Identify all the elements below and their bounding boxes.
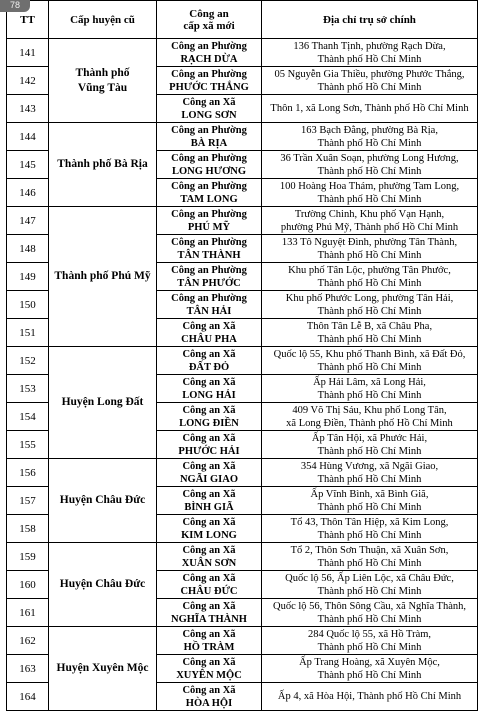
unit-name: HÒA HỘI bbox=[185, 697, 233, 709]
headquarters-address bbox=[262, 599, 478, 627]
header-unit bbox=[157, 1, 262, 39]
row-number: 152 bbox=[7, 347, 49, 375]
address-line: Thành phố Hồ Chí Minh bbox=[317, 557, 422, 569]
new-unit-cell bbox=[157, 235, 262, 263]
address-line: 136 Thanh Tịnh, phường Rạch Dừa, bbox=[293, 40, 446, 52]
table-body bbox=[7, 39, 478, 711]
address-line: Thôn 1, xã Long Sơn, Thành phố Hồ Chí Minh bbox=[270, 103, 469, 114]
unit-name: LONG HẢI bbox=[182, 389, 236, 401]
header-tt: TT bbox=[7, 1, 49, 39]
unit-type: Công an Xã bbox=[182, 404, 236, 416]
address-line: Trường Chinh, Khu phố Vạn Hạnh, bbox=[294, 208, 445, 220]
page-corner-tab: 78 bbox=[0, 0, 30, 12]
old-district-name: Vũng Tàu bbox=[77, 81, 128, 94]
unit-type: Công an Xã bbox=[182, 516, 236, 528]
row-number: 159 bbox=[7, 543, 49, 571]
old-district-cell bbox=[49, 123, 157, 207]
unit-type: Công an Phường bbox=[171, 236, 247, 248]
row-number: 164 bbox=[7, 683, 49, 711]
address-line: 409 Võ Thị Sáu, Khu phố Long Tân, bbox=[292, 404, 447, 416]
old-district-cell bbox=[49, 207, 157, 347]
new-unit-cell bbox=[157, 95, 262, 123]
headquarters-address bbox=[262, 151, 478, 179]
unit-type: Công an Xã bbox=[182, 376, 236, 388]
table-row bbox=[7, 39, 478, 67]
unit-type: Công an Phường bbox=[171, 208, 247, 220]
new-unit-cell bbox=[157, 39, 262, 67]
headquarters-address bbox=[262, 403, 478, 431]
headquarters-address bbox=[262, 207, 478, 235]
address-line: Thành phố Hồ Chí Minh bbox=[317, 361, 422, 373]
headquarters-address bbox=[262, 67, 478, 95]
row-number: 143 bbox=[7, 95, 49, 123]
new-unit-cell bbox=[157, 151, 262, 179]
unit-name: LONG HƯƠNG bbox=[172, 165, 246, 177]
row-number: 145 bbox=[7, 151, 49, 179]
address-line: Thành phố Hồ Chí Minh bbox=[317, 669, 422, 681]
header-row bbox=[7, 1, 478, 39]
new-unit-cell bbox=[157, 67, 262, 95]
unit-type: Công an Xã bbox=[182, 348, 236, 360]
old-district-name: Huyện Long Đất bbox=[61, 396, 144, 408]
headquarters-address bbox=[262, 263, 478, 291]
table-row bbox=[7, 543, 478, 571]
address-line: Thành phố Hồ Chí Minh bbox=[317, 193, 422, 205]
header-unit-line1: Công an bbox=[189, 7, 229, 20]
unit-type: Công an Phường bbox=[171, 264, 247, 276]
address-line: Ấp Hải Lâm, xã Long Hải, bbox=[313, 376, 426, 388]
address-line: phường Phú Mỹ, Thành phố Hồ Chí Minh bbox=[280, 221, 459, 233]
unit-name: NGÃI GIAO bbox=[179, 473, 239, 485]
unit-type: Công an Phường bbox=[171, 152, 247, 164]
address-line: 284 Quốc lộ 55, xã Hồ Tràm, bbox=[307, 628, 432, 640]
unit-name: XUÂN SƠN bbox=[181, 557, 237, 569]
unit-name: NGHĨA THÀNH bbox=[171, 613, 247, 625]
address-line: Thành phố Hồ Chí Minh bbox=[317, 277, 422, 289]
headquarters-address bbox=[262, 431, 478, 459]
header-address: Địa chỉ trụ sở chính bbox=[262, 1, 478, 39]
row-number: 142 bbox=[7, 67, 49, 95]
headquarters-address bbox=[262, 291, 478, 319]
old-district-cell bbox=[49, 543, 157, 627]
unit-type: Công an Xã bbox=[182, 460, 236, 472]
address-line: Thành phố Hồ Chí Minh bbox=[317, 641, 422, 653]
address-line: Quốc lộ 56, Thôn Sông Cầu, xã Nghĩa Thành, bbox=[273, 600, 466, 612]
row-number: 163 bbox=[7, 655, 49, 683]
address-line: Quốc lộ 55, Khu phố Thanh Bình, xã Đất Đỏ, bbox=[273, 348, 466, 360]
address-line: Thành phố Hồ Chí Minh bbox=[317, 529, 422, 541]
new-unit-cell bbox=[157, 291, 262, 319]
new-unit-cell bbox=[157, 347, 262, 375]
address-line: Thành phố Hồ Chí Minh bbox=[317, 473, 422, 485]
new-unit-cell bbox=[157, 207, 262, 235]
unit-name: BÀ RỊA bbox=[190, 137, 228, 149]
unit-type: Công an Phường bbox=[171, 124, 247, 136]
address-line: xã Long Điền, Thành phố Hồ Chí Minh bbox=[286, 417, 453, 429]
unit-name: PHÚ MỸ bbox=[187, 221, 231, 233]
police-units-table bbox=[6, 0, 478, 711]
unit-name: LONG SƠN bbox=[181, 109, 237, 121]
table-row bbox=[7, 347, 478, 375]
new-unit-cell bbox=[157, 375, 262, 403]
unit-name: TÂN THÀNH bbox=[177, 249, 241, 261]
address-line: Thành phố Hồ Chí Minh bbox=[317, 389, 422, 401]
old-district-cell bbox=[49, 459, 157, 543]
address-line: Thôn Tân Lễ B, xã Châu Pha, bbox=[306, 320, 433, 332]
unit-name: CHÂU PHA bbox=[181, 333, 237, 345]
unit-type: Công an Phường bbox=[171, 292, 247, 304]
headquarters-address bbox=[262, 487, 478, 515]
unit-type: Công an Xã bbox=[182, 628, 236, 640]
table-row bbox=[7, 207, 478, 235]
address-line: Thành phố Hồ Chí Minh bbox=[317, 53, 422, 65]
old-district-name: Huyện Xuyên Mộc bbox=[56, 662, 149, 674]
table-row bbox=[7, 123, 478, 151]
headquarters-address bbox=[262, 655, 478, 683]
old-district-name: Huyện Châu Đức bbox=[59, 494, 146, 506]
row-number: 160 bbox=[7, 571, 49, 599]
address-line: 133 Tô Nguyệt Đình, phường Tân Thành, bbox=[281, 236, 458, 248]
address-line: Ấp 4, xã Hòa Hội, Thành phố Hồ Chí Minh bbox=[277, 691, 462, 702]
header-unit-line2: cấp xã mới bbox=[183, 19, 235, 32]
headquarters-address bbox=[262, 179, 478, 207]
row-number: 156 bbox=[7, 459, 49, 487]
new-unit-cell bbox=[157, 571, 262, 599]
address-line: Thành phố Hồ Chí Minh bbox=[317, 613, 422, 625]
unit-name: BÌNH GIÃ bbox=[184, 501, 234, 513]
row-number: 148 bbox=[7, 235, 49, 263]
new-unit-cell bbox=[157, 319, 262, 347]
headquarters-address bbox=[262, 123, 478, 151]
unit-type: Công an Xã bbox=[182, 432, 236, 444]
headquarters-address bbox=[262, 375, 478, 403]
headquarters-address bbox=[262, 459, 478, 487]
unit-type: Công an Xã bbox=[182, 656, 236, 668]
address-line: Thành phố Hồ Chí Minh bbox=[317, 165, 422, 177]
row-number: 150 bbox=[7, 291, 49, 319]
old-district-cell bbox=[49, 627, 157, 711]
new-unit-cell bbox=[157, 403, 262, 431]
headquarters-address bbox=[262, 235, 478, 263]
new-unit-cell bbox=[157, 431, 262, 459]
address-line: Thành phố Hồ Chí Minh bbox=[317, 137, 422, 149]
headquarters-address bbox=[262, 347, 478, 375]
address-line: Thành phố Hồ Chí Minh bbox=[317, 305, 422, 317]
unit-name: RẠCH DỪA bbox=[180, 53, 238, 65]
old-district-cell bbox=[49, 347, 157, 459]
row-number: 153 bbox=[7, 375, 49, 403]
new-unit-cell bbox=[157, 655, 262, 683]
unit-name: TÂN PHƯỚC bbox=[177, 277, 241, 289]
new-unit-cell bbox=[157, 123, 262, 151]
address-line: Tổ 43, Thôn Tân Hiệp, xã Kim Long, bbox=[290, 516, 449, 528]
headquarters-address bbox=[262, 543, 478, 571]
address-line: Khu phố Tân Lộc, phường Tân Phước, bbox=[288, 264, 451, 276]
address-line: 354 Hùng Vương, xã Ngãi Giao, bbox=[300, 460, 439, 472]
row-number: 151 bbox=[7, 319, 49, 347]
unit-type: Công an Phường bbox=[171, 180, 247, 192]
address-line: Thành phố Hồ Chí Minh bbox=[317, 333, 422, 345]
old-district-name: Thành phố Bà Rịa bbox=[57, 158, 148, 170]
address-line: Khu phố Phước Long, phường Tân Hải, bbox=[285, 292, 454, 304]
unit-name: PHƯỚC THẮNG bbox=[169, 81, 249, 93]
table-header bbox=[7, 1, 478, 39]
unit-type: Công an Xã bbox=[182, 488, 236, 500]
unit-type: Công an Xã bbox=[182, 96, 236, 108]
unit-type: Công an Phường bbox=[171, 40, 247, 52]
address-line: Ấp Trang Hoàng, xã Xuyên Mộc, bbox=[299, 656, 440, 668]
row-number: 155 bbox=[7, 431, 49, 459]
old-district-name: Huyện Châu Đức bbox=[59, 578, 146, 590]
unit-type: Công an Xã bbox=[182, 684, 236, 696]
row-number: 157 bbox=[7, 487, 49, 515]
table-row bbox=[7, 459, 478, 487]
row-number: 162 bbox=[7, 627, 49, 655]
headquarters-address bbox=[262, 627, 478, 655]
unit-name: TÂN HẢI bbox=[186, 305, 232, 317]
unit-name: TAM LONG bbox=[180, 193, 238, 205]
address-line: 100 Hoàng Hoa Thám, phường Tam Long, bbox=[279, 180, 460, 192]
row-number: 158 bbox=[7, 515, 49, 543]
unit-type: Công an Xã bbox=[182, 320, 236, 332]
new-unit-cell bbox=[157, 599, 262, 627]
row-number: 147 bbox=[7, 207, 49, 235]
new-unit-cell bbox=[157, 179, 262, 207]
old-district-name: Thành phố Phú Mỹ bbox=[54, 270, 151, 282]
header-district: Cấp huyện cũ bbox=[49, 1, 157, 39]
address-line: Quốc lộ 56, Ấp Liên Lộc, xã Châu Đức, bbox=[285, 572, 454, 584]
headquarters-address bbox=[262, 515, 478, 543]
unit-type: Công an Xã bbox=[182, 572, 236, 584]
address-line: Thành phố Hồ Chí Minh bbox=[317, 585, 422, 597]
unit-type: Công an Xã bbox=[182, 544, 236, 556]
address-line: Thành phố Hồ Chí Minh bbox=[317, 81, 422, 93]
address-line: 05 Nguyễn Gia Thiều, phường Phước Thắng, bbox=[274, 68, 465, 80]
new-unit-cell bbox=[157, 515, 262, 543]
headquarters-address bbox=[262, 571, 478, 599]
row-number: 141 bbox=[7, 39, 49, 67]
row-number: 144 bbox=[7, 123, 49, 151]
unit-type: Công an Phường bbox=[171, 68, 247, 80]
headquarters-address bbox=[262, 39, 478, 67]
address-line: Thành phố Hồ Chí Minh bbox=[317, 445, 422, 457]
address-line: Thành phố Hồ Chí Minh bbox=[317, 249, 422, 261]
row-number: 154 bbox=[7, 403, 49, 431]
unit-name: KIM LONG bbox=[181, 529, 237, 541]
unit-name: CHÂU ĐỨC bbox=[180, 585, 238, 597]
row-number: 161 bbox=[7, 599, 49, 627]
new-unit-cell bbox=[157, 487, 262, 515]
new-unit-cell bbox=[157, 263, 262, 291]
unit-name: HỒ TRÀM bbox=[183, 641, 235, 653]
row-number: 149 bbox=[7, 263, 49, 291]
table-row bbox=[7, 627, 478, 655]
address-line: Tổ 2, Thôn Sơn Thuận, xã Xuân Sơn, bbox=[290, 544, 449, 556]
address-line: Thành phố Hồ Chí Minh bbox=[317, 501, 422, 513]
headquarters-address bbox=[262, 95, 478, 123]
new-unit-cell bbox=[157, 459, 262, 487]
unit-name: ĐẤT ĐỎ bbox=[188, 361, 230, 373]
address-line: 36 Trần Xuân Soạn, phường Long Hương, bbox=[280, 152, 459, 164]
unit-name: PHƯỚC HẢI bbox=[178, 445, 240, 457]
unit-type: Công an Xã bbox=[182, 600, 236, 612]
row-number: 146 bbox=[7, 179, 49, 207]
address-line: Ấp Tân Hội, xã Phước Hải, bbox=[311, 432, 428, 444]
unit-name: LONG ĐIỀN bbox=[179, 417, 239, 429]
address-line: 163 Bạch Đằng, phường Bà Rịa, bbox=[301, 124, 438, 136]
old-district-cell bbox=[49, 39, 157, 123]
old-district-name: Thành phố bbox=[75, 66, 130, 79]
unit-name: XUYÊN MỘC bbox=[176, 669, 242, 681]
new-unit-cell bbox=[157, 627, 262, 655]
address-line: Ấp Vĩnh Bình, xã Bình Giã, bbox=[310, 488, 429, 500]
new-unit-cell bbox=[157, 543, 262, 571]
headquarters-address bbox=[262, 319, 478, 347]
